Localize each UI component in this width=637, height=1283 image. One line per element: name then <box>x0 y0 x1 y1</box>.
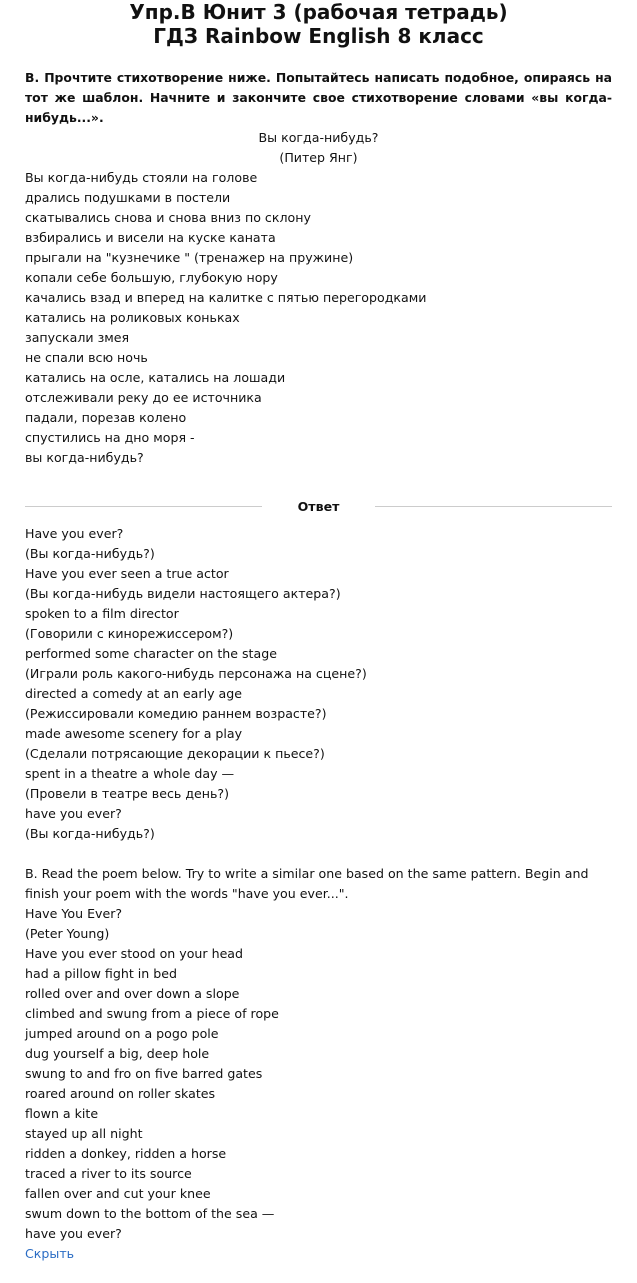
text-line: качались взад и вперед на калитке с пятью перегородками <box>25 290 427 305</box>
answer-label: Ответ <box>297 498 340 514</box>
text-line: дрались подушками в постели <box>25 190 231 205</box>
text-line: (Режиссировали комедию раннем возрасте?) <box>25 706 327 721</box>
text-line: падали, порезав колено <box>25 410 187 425</box>
text-line: не спали всю ночь <box>25 350 148 365</box>
poem-ru-title: Вы когда-нибудь? <box>258 130 379 145</box>
text-line: (Сделали потрясающие декорации к пьесе?) <box>25 746 325 761</box>
text-line: скатывались снова и снова вниз по склону <box>25 210 311 225</box>
text-line: спустились на дно моря - <box>25 430 195 445</box>
task-en: B. Read the poem below. Try to write a similar one based on the same pattern. Begin and finish your poem with the words "have you ever...". <box>25 866 589 901</box>
text-line: (Вы когда-нибудь?) <box>25 826 155 841</box>
separator-line-left <box>25 506 262 507</box>
text-line: spoken to a film director <box>25 606 179 621</box>
text-line: climbed and swung from a piece of rope <box>25 1006 279 1021</box>
text-line: ridden a donkey, ridden a horse <box>25 1146 227 1161</box>
text-line: fallen over and cut your knee <box>25 1186 211 1201</box>
text-line: (Вы когда-нибудь?) <box>25 546 155 561</box>
title-line-1: Упр.В Юнит 3 (рабочая тетрадь) <box>129 0 508 24</box>
text-line: performed some character on the stage <box>25 646 277 661</box>
page-title <box>25 0 612 48</box>
text-line: rolled over and over down a slope <box>25 986 240 1001</box>
text-line: dug yourself a big, deep hole <box>25 1046 210 1061</box>
text-line: traced a river to its source <box>25 1166 192 1181</box>
text-line: Have you ever? <box>25 526 124 541</box>
answer-separator <box>25 496 612 516</box>
text-line: вы когда-нибудь? <box>25 450 144 465</box>
text-line: катались на осле, катались на лошади <box>25 370 286 385</box>
text-line: have you ever? <box>25 806 122 821</box>
text-line: directed a comedy at an early age <box>25 686 242 701</box>
poem-ru-author: (Питер Янг) <box>279 150 358 165</box>
text-line: запускали змея <box>25 330 130 345</box>
text-line: (Вы когда-нибудь видели настоящего актера?) <box>25 586 341 601</box>
title-line-2: ГДЗ Rainbow English 8 класс <box>153 24 484 48</box>
text-line: катались на роликовых коньках <box>25 310 240 325</box>
text-line: flown a kite <box>25 1106 99 1121</box>
text-line: взбирались и висели на куске каната <box>25 230 276 245</box>
text-line: (Провели в театре весь день?) <box>25 786 230 801</box>
hide-link[interactable]: Скрыть <box>25 1246 75 1261</box>
text-line: spent in a theatre a whole day — <box>25 766 235 781</box>
text-line: прыгали на "кузнечике " (тренажер на пружине) <box>25 250 354 265</box>
text-line: swum down to the bottom of the sea — <box>25 1206 275 1221</box>
text-line: jumped around on a pogo pole <box>25 1026 219 1041</box>
text-line: копали себе большую, глубокую нору <box>25 270 278 285</box>
text-line: (Играли роль какого-нибудь персонажа на сцене?) <box>25 666 367 681</box>
separator-line-right <box>375 506 612 507</box>
text-line: Have You Ever? <box>25 906 123 921</box>
text-line: (Говорили с кинорежиссером?) <box>25 626 234 641</box>
text-line: swung to and fro on five barred gates <box>25 1066 263 1081</box>
text-line: отслеживали реку до ее источника <box>25 390 262 405</box>
text-line: Have you ever seen a true actor <box>25 566 229 581</box>
answer-lines <box>25 524 612 844</box>
text-line: stayed up all night <box>25 1126 143 1141</box>
poem-ru-header <box>25 128 612 168</box>
text-line: Вы когда-нибудь стояли на голове <box>25 170 258 185</box>
text-line: had a pillow fight in bed <box>25 966 177 981</box>
text-line: roared around on roller skates <box>25 1086 216 1101</box>
text-line: Have you ever stood on your head <box>25 946 244 961</box>
poem-ru-lines <box>25 168 612 468</box>
task-ru: B. Прочтите стихотворение ниже. Попытайтесь написать подобное, опираясь на тот же шаблон. Начните и закончите свое стихотворение словами «вы когда-нибудь...». <box>25 70 612 125</box>
text-line: made awesome scenery for a play <box>25 726 243 741</box>
text-line: (Peter Young) <box>25 926 110 941</box>
poem-en-lines <box>25 904 612 1244</box>
text-line: have you ever? <box>25 1226 122 1241</box>
